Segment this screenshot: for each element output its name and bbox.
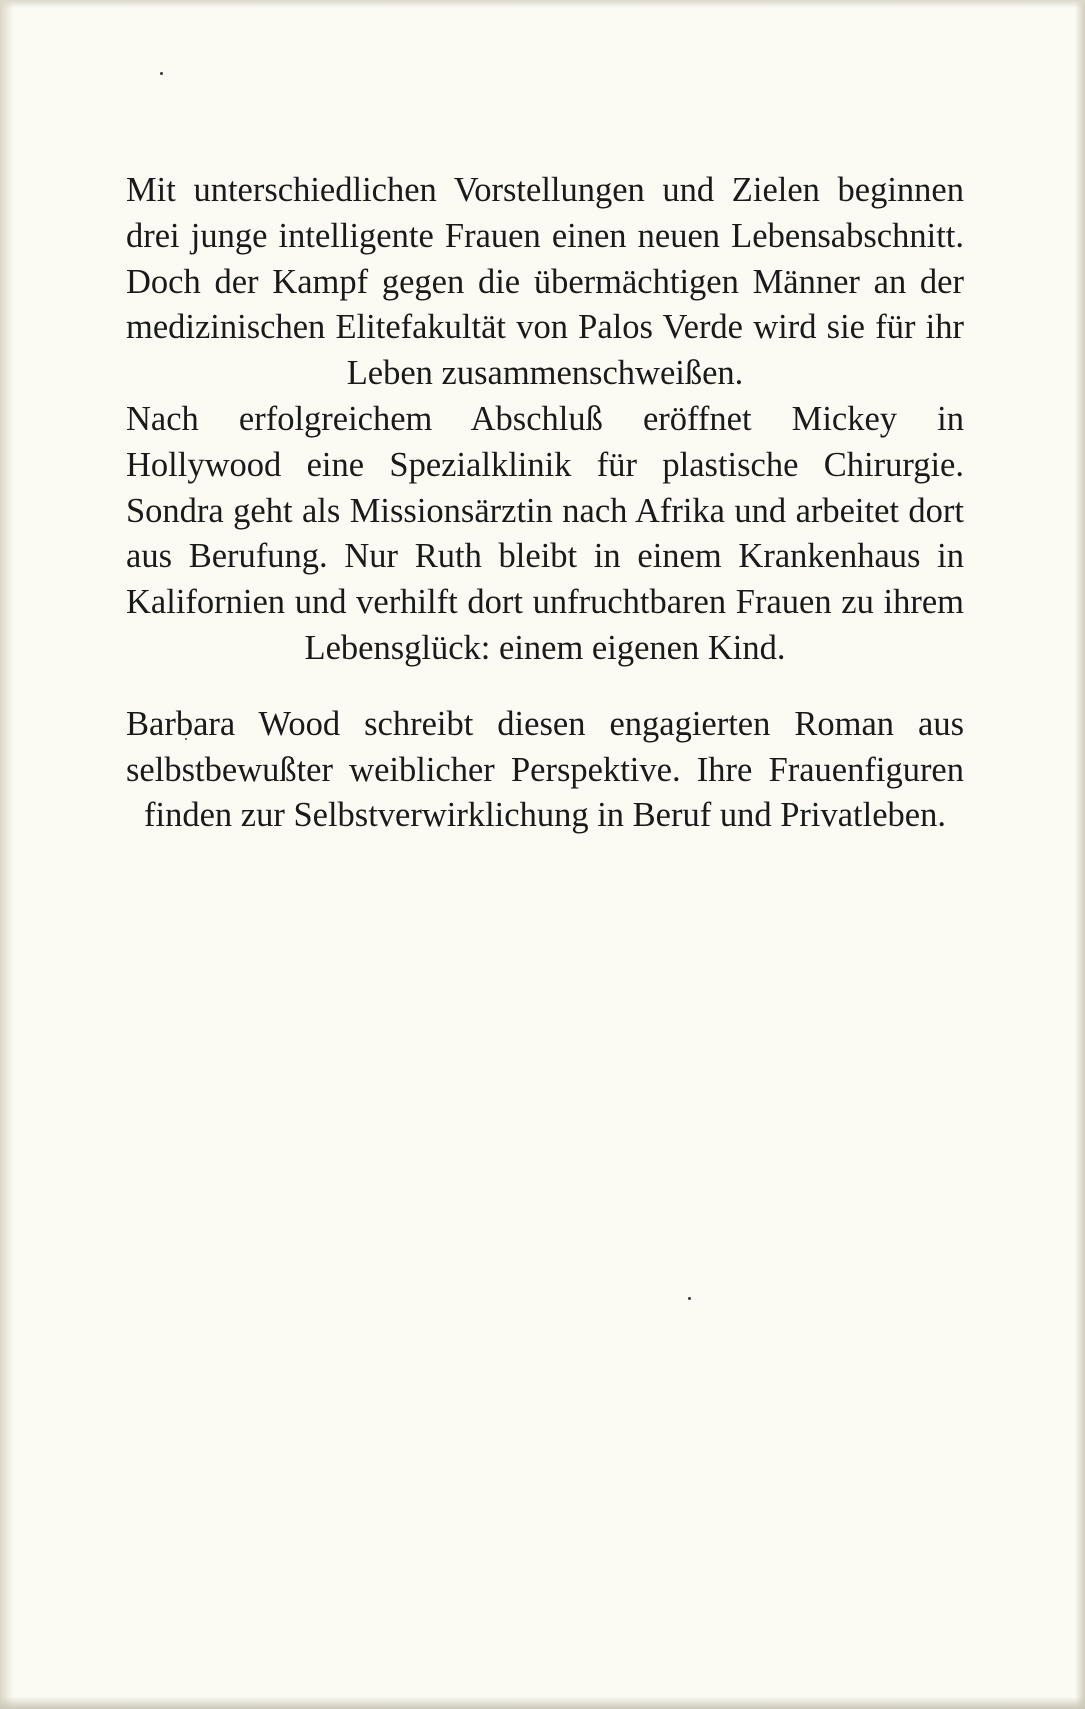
cover-bottom-edge	[0, 1697, 1085, 1709]
paragraph-gap	[126, 672, 964, 702]
blurb-text	[126, 168, 964, 839]
paper-speck	[688, 1297, 691, 1300]
blurb-paragraph-2: Nach erfolgreichem Abschluß eröffnet Mickey in Hollywood eine Spezialklinik für plastische Chirurgie. Sondra geht als Missionsärztin nach Afrika und arbeitet dort aus Berufung. Nur Ruth bleibt in einem Krankenhaus in Kalifornien und verhilft dort unfruchtbaren Frauen zu ihrem Lebensglück: einem eigenen Kind.	[126, 399, 964, 667]
cover-right-edge	[1075, 0, 1085, 1709]
paper-speck	[160, 72, 163, 75]
cover-top-edge	[0, 0, 1085, 8]
blurb-paragraph-1: Mit unterschiedlichen Vorstellungen und Zielen beginnen drei junge intelligente Frauen einen neuen Lebensabschnitt. Doch der Kampf gegen die übermächtigen Männer an der medizinischen Elitefakultät von Palos Verde wird sie für ihr Leben zusammenschweißen.	[126, 171, 964, 393]
blurb-paragraph-3: Barbara Wood schreibt diesen engagierten Roman aus selbstbewußter weiblicher Perspektive. Ihre Frauenfiguren finden zur Selbstverwirklichung in Beruf und Privatleben.	[126, 704, 964, 835]
cover-left-edge	[0, 0, 14, 1709]
